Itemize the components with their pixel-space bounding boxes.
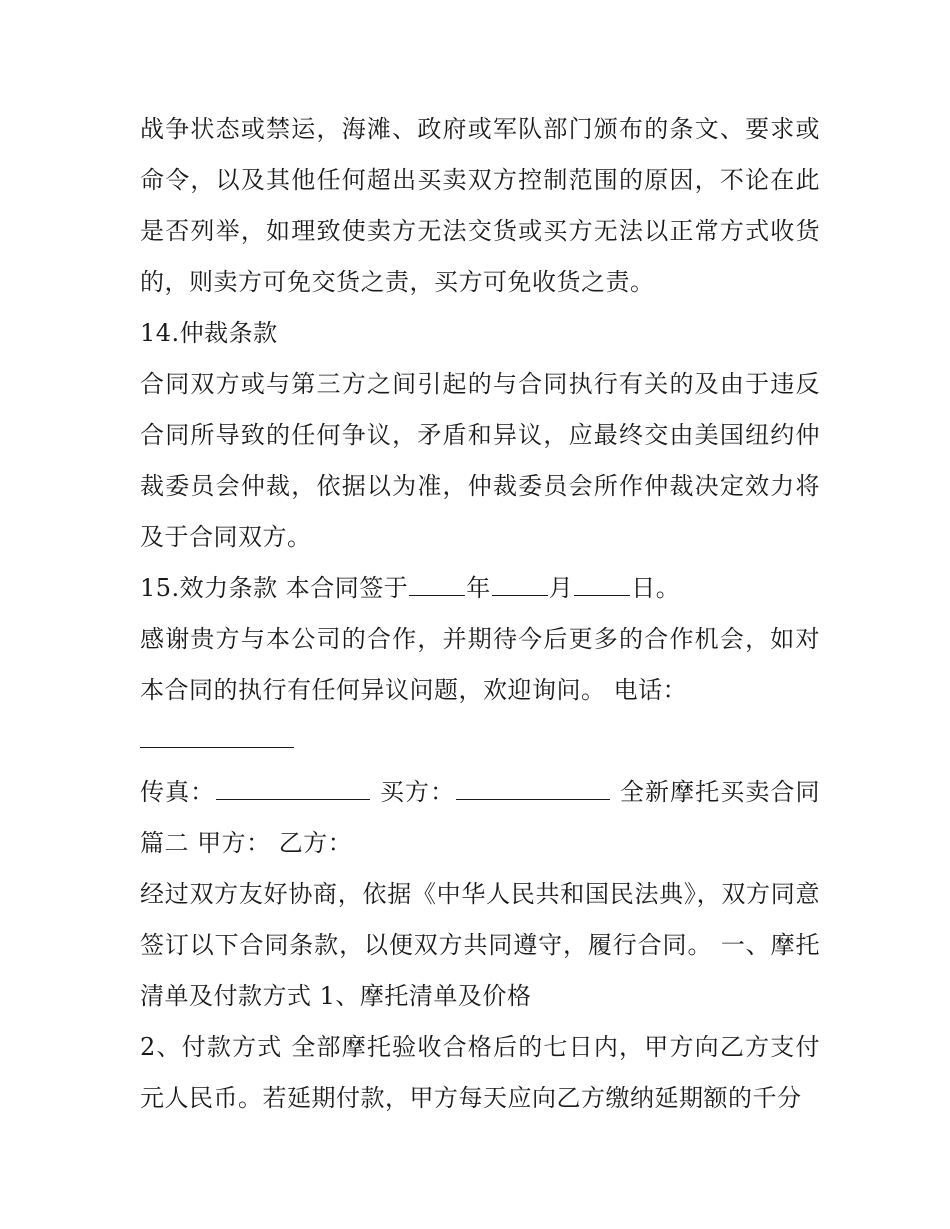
paragraph-negotiation: 经过双方友好协商，依据《中华人民共和国民法典》，双方同意签订以下合同条款，以便双方共同遵守，履行合同。 一、摩托清单及付款方式 1、摩托清单及价格	[140, 880, 820, 1010]
paragraph-force-majeure: 战争状态或禁运，海滩、政府或军队部门颁布的条文、要求或命令，以及其他任何超出买卖双方控制范围的原因，不论在此是否列举，如理致使卖方无法交货或买方无法以正常方式收货的，则卖方可免交货之责，买方可免收货之责。	[140, 115, 820, 296]
month-label: 月	[548, 574, 574, 602]
buyer-label: 买方：	[371, 778, 456, 806]
fax-label: 传真：	[140, 778, 216, 806]
phone-blank	[140, 722, 294, 748]
paragraph-arbitration: 合同双方或与第三方之间引起的与合同执行有关的及由于违反合同所导致的任何争议，矛盾和异议，应最终交由美国纽约仲裁委员会仲裁，依据以为准，仲裁委员会所作仲裁决定效力将及于合同双方。	[140, 370, 820, 551]
phone-blank-line	[140, 716, 820, 767]
year-blank	[409, 570, 465, 596]
fax-blank	[216, 774, 370, 800]
paragraph-payment: 2、付款方式 全部摩托验收合格后的七日内，甲方向乙方支付元人民币。若延期付款，甲方每天应向乙方缴纳延期额的千分	[140, 1033, 820, 1112]
year-label: 年	[466, 574, 491, 602]
day-blank	[574, 570, 630, 596]
month-blank	[492, 570, 548, 596]
buyer-blank	[456, 774, 610, 800]
heading-arbitration-clause: 14.仲裁条款	[140, 319, 278, 347]
document-page	[140, 104, 820, 1124]
clause-effectiveness	[140, 563, 820, 614]
clause-effectiveness-prefix: 15.效力条款 本合同签于	[140, 574, 409, 602]
fax-buyer-line	[140, 767, 820, 869]
day-label: 日。	[631, 574, 681, 602]
paragraph-thanks: 感谢贵方与本公司的合作，并期待今后更多的合作机会，如对本合同的执行有任何异议问题，欢迎询问。 电话：	[140, 625, 820, 704]
contract-two-heading: 全新摩托买卖合同篇二 甲方： 乙方：	[140, 778, 820, 857]
